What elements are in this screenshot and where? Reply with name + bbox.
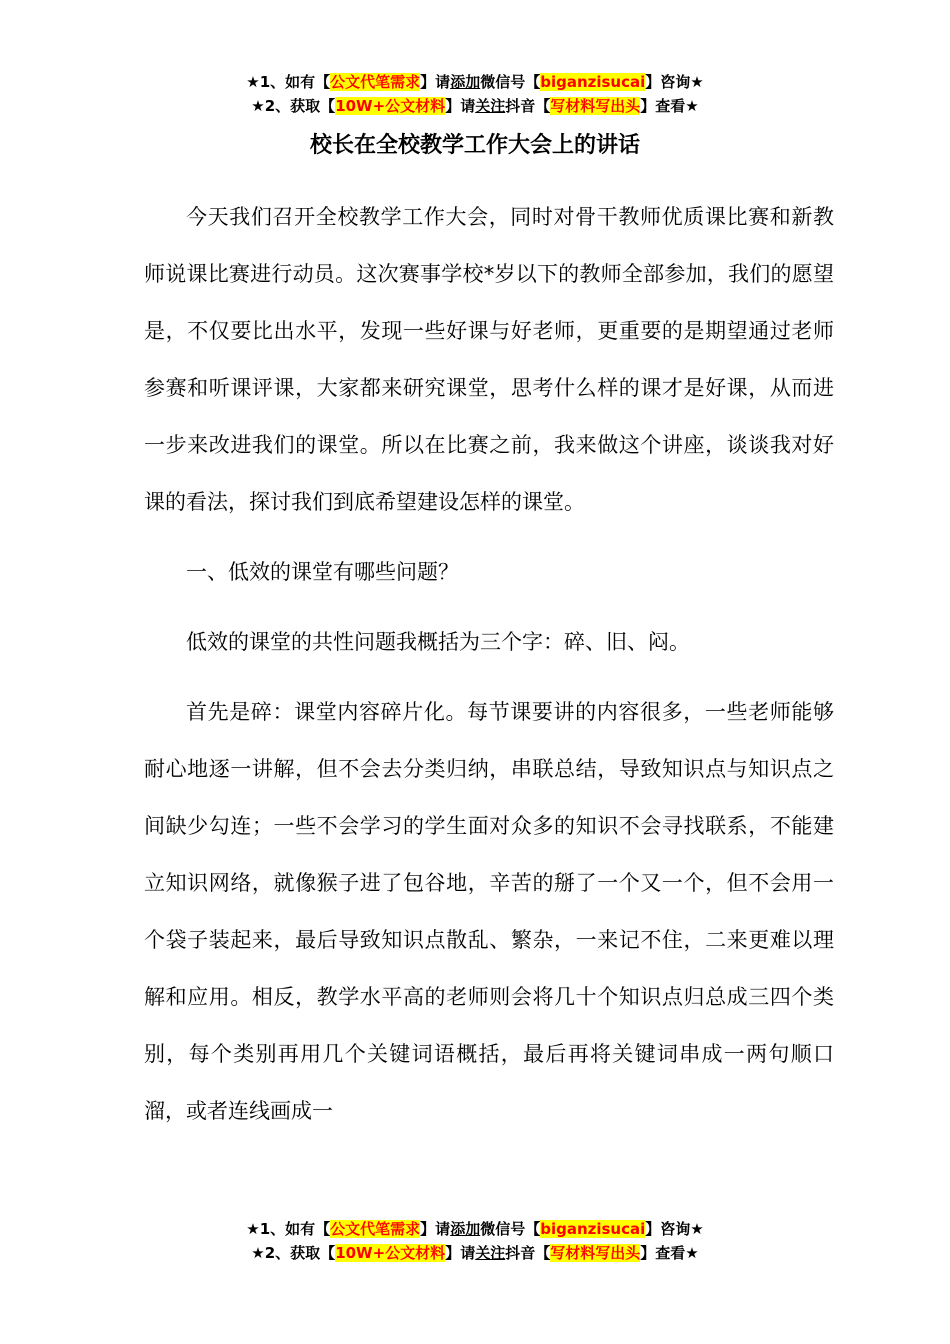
paragraph: 低效的课堂的共性问题我概括为三个字：碎、旧、闷。 bbox=[186, 630, 690, 654]
banner-line-2: ★2、获取【10W+公文材料】请关注抖音【写材料写出头】查看★ bbox=[251, 97, 699, 115]
document-title: 校长在全校教学工作大会上的讲话 bbox=[309, 133, 640, 158]
footer-banner bbox=[0, 1217, 950, 1265]
banner-highlight: 公文代笔需求 bbox=[330, 73, 421, 91]
banner-highlight: 10W+公文材料 bbox=[335, 1244, 446, 1262]
banner-line-1: ★1、如有【公文代笔需求】请添加微信号【biganzisucai】咨询★ bbox=[246, 1220, 704, 1238]
banner-wechat-id: biganzisucai bbox=[540, 1220, 646, 1238]
banner-highlight: 10W+公文材料 bbox=[335, 97, 446, 115]
section-heading: 一、低效的课堂有哪些问题？ bbox=[186, 560, 459, 584]
banner-douyin-id: 写材料写出头 bbox=[550, 1244, 641, 1262]
document-body bbox=[144, 189, 834, 1140]
header-banner bbox=[0, 70, 950, 118]
paragraph-intro: 今天我们召开全校教学工作大会，同时对骨干教师优质课比赛和新教师说课比赛进行动员。这次赛事学校*岁以下的教师全部参加，我们的愿望是，不仅要比出水平，发现一些好课与好老师，更重要的是期望通过老师参赛和听课评课，大家都来研究课堂，思考什么样的课才是好课，从而进一步来改进我们的课堂。所以在比赛之前，我来做这个讲座，谈谈我对好课的看法，探讨我们到底希望建设怎样的课堂。 bbox=[144, 205, 834, 514]
paragraph: 首先是碎：课堂内容碎片化。每节课要讲的内容很多，一些老师能够耐心地逐一讲解，但不会去分类归纳，串联总结，导致知识点与知识点之间缺少勾连；一些不会学习的学生面对众多的知识不会寻找联系，不能建立知识网络，就像猴子进了包谷地，辛苦的掰了一个又一个，但不会用一个袋子装起来，最后导致知识点散乱、繁杂，一来记不住，二来更难以理解和应用。相反，教学水平高的老师则会将几十个知识点归总成三四个类别，每个类别再用几个关键词语概括，最后再将关键词串成一两句顺口溜，或者连线画成一 bbox=[144, 700, 834, 1123]
banner-line-2: ★2、获取【10W+公文材料】请关注抖音【写材料写出头】查看★ bbox=[251, 1244, 699, 1262]
banner-wechat-id: biganzisucai bbox=[540, 73, 646, 91]
banner-line-1: ★1、如有【公文代笔需求】请添加微信号【biganzisucai】咨询★ bbox=[246, 73, 704, 91]
banner-douyin-id: 写材料写出头 bbox=[550, 97, 641, 115]
banner-highlight: 公文代笔需求 bbox=[330, 1220, 421, 1238]
